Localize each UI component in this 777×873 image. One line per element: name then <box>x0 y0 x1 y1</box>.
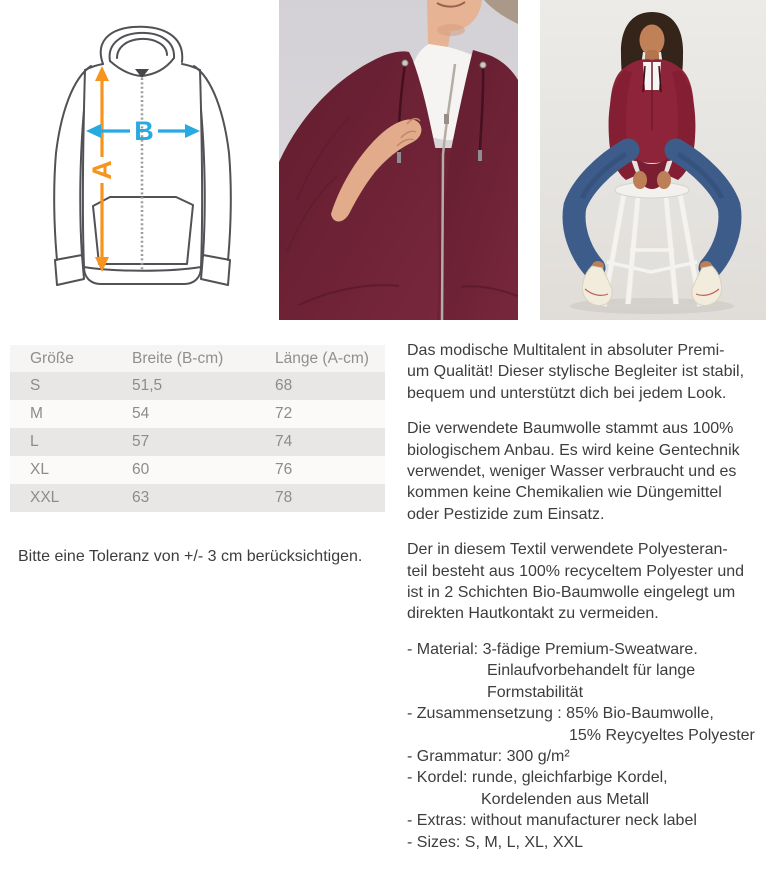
table-row <box>10 456 385 484</box>
eyelet-left <box>402 60 408 66</box>
detail-line: - Zusammensetzung : 85% Bio-Baumwolle, <box>407 705 714 723</box>
table-row <box>10 400 385 428</box>
cell-size: S <box>30 377 41 394</box>
cell-breite: 51,5 <box>132 377 163 394</box>
text-line: ist in 2 Schichten Bio-Baumwolle eingelegt um <box>407 584 736 602</box>
description-paragraph <box>407 539 777 625</box>
detail-line: - Kordel: runde, gleichfarbige Kordel, <box>407 769 668 787</box>
size-table <box>10 345 385 512</box>
cell-breite: 57 <box>132 433 150 450</box>
detail-line: 15% Reycyeltes Polyester <box>569 726 755 744</box>
cell-laenge: 76 <box>275 461 293 478</box>
text-line: direkten Hautkontakt zu vermeiden. <box>407 605 659 623</box>
text-line: Die verwendete Baumwolle stammt aus 100% <box>407 420 734 438</box>
model-closeup-illustration <box>279 0 518 320</box>
detail-line: Kordelenden aus Metall <box>481 790 650 808</box>
arrow-b-head-left <box>86 124 101 138</box>
text-line: teil besteht aus 100% recyceltem Polyester und <box>407 562 745 580</box>
cell-laenge: 68 <box>275 377 293 394</box>
text-line: bequem und unterstützt dich bei jedem Look. <box>407 384 727 402</box>
detail-line: Formstabilität <box>487 683 584 701</box>
cell-breite: 54 <box>132 405 150 422</box>
cell-laenge: 78 <box>275 489 293 506</box>
detail-line: - Grammatur: 300 g/m² <box>407 747 570 765</box>
model-hand-right <box>657 171 671 189</box>
tolerance-note: Bitte eine Toleranz von +/- 3 cm berücksichtigen. <box>18 548 363 565</box>
cell-size: XXL <box>30 489 60 506</box>
zipper-pull <box>444 114 449 124</box>
size-diagram-image[interactable] <box>25 20 255 320</box>
description-paragraph <box>407 340 777 404</box>
product-description <box>407 340 777 867</box>
detail-line: - Sizes: S, M, L, XL, XXL <box>407 833 584 851</box>
text-line: kommen keine Chemikalien wie Düngemittel <box>407 484 722 502</box>
model-seated-illustration <box>540 0 766 320</box>
diagram-label-b: B <box>134 116 154 146</box>
table-row <box>10 372 385 400</box>
model-hand-left <box>633 171 647 189</box>
text-line: biologischem Anbau. Es wird keine Gentechnik <box>407 441 740 459</box>
cell-breite: 60 <box>132 461 150 478</box>
text-line: um Qualität! Dieser stylische Begleiter ist stabil, <box>407 363 745 381</box>
cell-laenge: 72 <box>275 405 293 422</box>
arrow-a-head-top <box>95 66 109 81</box>
text-line: Der in diesem Textil verwendete Polyesteran- <box>407 541 728 559</box>
text-line: Das modische Multitalent in absoluter Premi- <box>407 342 725 359</box>
cell-size: XL <box>30 461 49 478</box>
cell-breite: 63 <box>132 489 150 506</box>
chin-shadow <box>437 24 465 36</box>
product-photo-model-stool[interactable] <box>540 0 766 320</box>
text-line: oder Pestizide zum Einsatz. <box>407 505 605 523</box>
col-breite: Breite (B-cm) <box>132 349 224 367</box>
text-line: verwendet, weniger Wasser verbraucht und es <box>407 463 737 481</box>
cell-size: M <box>30 405 43 422</box>
product-photo-closeup[interactable] <box>279 0 518 320</box>
drawcord-tip-left <box>397 152 401 163</box>
detail-line: - Extras: without manufacturer neck label <box>407 812 697 830</box>
product-details-list <box>407 639 777 853</box>
diagram-label-a: A <box>87 160 117 180</box>
detail-line: Einlaufvorbehandelt für lange <box>487 662 696 680</box>
drawcord-tip-right <box>478 150 482 161</box>
hood-neck-gather <box>135 69 149 78</box>
col-laenge: Länge (A-cm) <box>275 349 369 367</box>
table-row <box>10 484 385 512</box>
size-table-header <box>10 345 385 372</box>
arrow-b-head-right <box>185 124 200 138</box>
description-paragraph <box>407 418 777 525</box>
hoodie-outline-drawing <box>25 20 255 320</box>
cell-laenge: 74 <box>275 433 293 450</box>
eyelet-right <box>480 62 486 68</box>
col-groesse: Größe <box>30 349 74 367</box>
table-row <box>10 428 385 456</box>
detail-line: - Material: 3-fädige Premium-Sweatware. <box>407 640 698 658</box>
cell-size: L <box>30 433 39 450</box>
